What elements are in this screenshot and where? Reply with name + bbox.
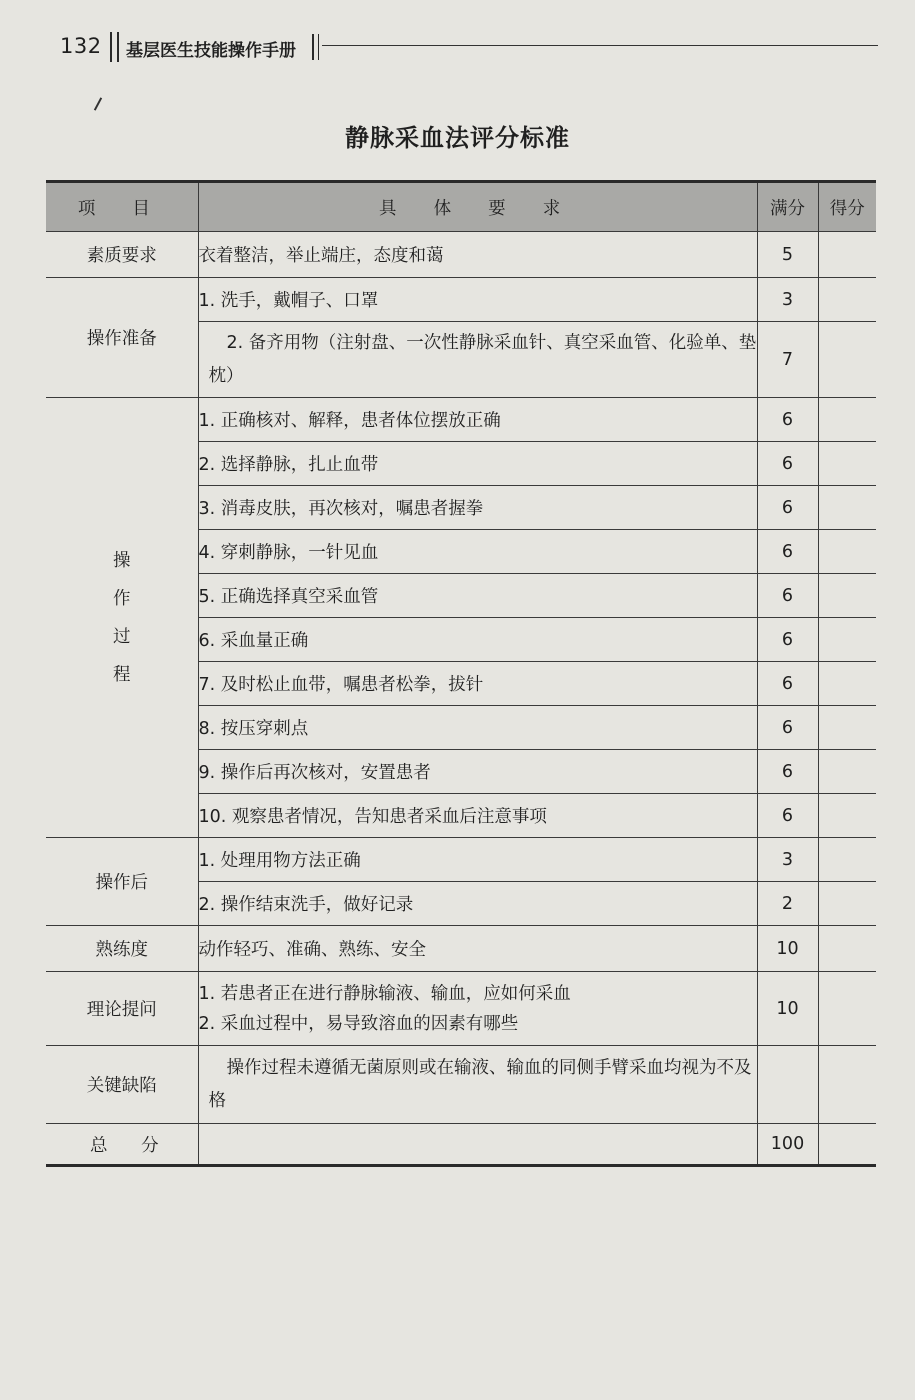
score-cell — [818, 750, 876, 794]
requirement-cell — [198, 972, 757, 1046]
category-char: 作 — [113, 588, 131, 609]
header-item: 项 目 — [46, 182, 198, 232]
category-cell: 素质要求 — [46, 232, 198, 278]
full-score-cell: 3 — [757, 838, 818, 882]
table-row — [46, 972, 876, 1046]
full-score-cell: 6 — [757, 794, 818, 838]
requirement-cell: 2. 备齐用物（注射盘、一次性静脉采血针、真空采血管、化验单、垫枕） — [198, 322, 757, 398]
pen-tick-mark — [94, 97, 102, 110]
requirement-cell: 2. 操作结束洗手，做好记录 — [198, 882, 757, 926]
table-row — [46, 232, 876, 278]
requirement-cell: 3. 消毒皮肤，再次核对，嘱患者握拳 — [198, 486, 757, 530]
total-full-score-cell: 100 — [757, 1124, 818, 1166]
document-title: 静脉采血法评分标准 — [345, 124, 570, 152]
category-cell: 操作后 — [46, 838, 198, 926]
requirement-cell: 1. 洗手，戴帽子、口罩 — [198, 278, 757, 322]
full-score-cell: 6 — [757, 662, 818, 706]
full-score-cell: 6 — [757, 750, 818, 794]
category-cell: 理论提问 — [46, 972, 198, 1046]
score-cell — [818, 398, 876, 442]
full-score-cell: 6 — [757, 574, 818, 618]
question-line: 2. 采血过程中，易导致溶血的因素有哪些 — [198, 1013, 519, 1034]
requirement-cell: 8. 按压穿刺点 — [198, 706, 757, 750]
table-row — [46, 926, 876, 972]
score-cell — [818, 442, 876, 486]
score-cell — [818, 1046, 876, 1124]
score-cell — [818, 794, 876, 838]
full-score-cell: 6 — [757, 530, 818, 574]
requirement-cell: 5. 正确选择真空采血管 — [198, 574, 757, 618]
book-title: 基层医生技能操作手册 — [126, 41, 296, 61]
table-row — [46, 278, 876, 322]
table-row-total — [46, 1124, 876, 1166]
full-score-cell: 2 — [757, 882, 818, 926]
requirement-cell: 10. 观察患者情况，告知患者采血后注意事项 — [198, 794, 757, 838]
requirement-cell: 2. 选择静脉，扎止血带 — [198, 442, 757, 486]
requirement-cell: 衣着整洁，举止端庄，态度和蔼 — [198, 232, 757, 278]
table-row — [46, 838, 876, 882]
score-cell — [818, 232, 876, 278]
full-score-cell: 5 — [757, 232, 818, 278]
full-score-cell: 6 — [757, 706, 818, 750]
category-char: 过 — [113, 626, 131, 647]
requirement-cell: 1. 正确核对、解释，患者体位摆放正确 — [198, 398, 757, 442]
full-score-cell: 6 — [757, 618, 818, 662]
header-score: 得分 — [818, 182, 876, 232]
score-cell — [818, 972, 876, 1046]
category-cell: 熟练度 — [46, 926, 198, 972]
requirement-cell: 操作过程未遵循无菌原则或在输液、输血的同侧手臂采血均视为不及格 — [198, 1046, 757, 1124]
scoring-table — [46, 180, 876, 1167]
header-requirement: 具 体 要 求 — [198, 182, 757, 232]
table-row — [46, 1046, 876, 1124]
category-cell-total: 总 分 — [46, 1124, 198, 1166]
score-cell — [818, 486, 876, 530]
requirement-cell: 1. 处理用物方法正确 — [198, 838, 757, 882]
score-cell — [818, 838, 876, 882]
score-cell — [818, 574, 876, 618]
score-cell — [818, 706, 876, 750]
score-cell — [818, 530, 876, 574]
score-cell — [818, 618, 876, 662]
category-cell-operation-process — [46, 398, 198, 838]
requirement-cell — [198, 1124, 757, 1166]
header-divider-bar — [110, 32, 119, 62]
table-header-row — [46, 182, 876, 232]
header-divider-bar-right — [312, 34, 319, 60]
score-cell — [818, 278, 876, 322]
requirement-cell: 7. 及时松止血带，嘱患者松拳，拔针 — [198, 662, 757, 706]
question-line: 1. 若患者正在进行静脉输液、输血，应如何采血 — [198, 983, 571, 1004]
category-char: 程 — [113, 664, 131, 685]
requirement-cell: 动作轻巧、准确、熟练、安全 — [198, 926, 757, 972]
header-rule — [322, 45, 878, 46]
score-cell — [818, 1124, 876, 1166]
category-cell: 操作准备 — [46, 278, 198, 398]
page-number: 132 — [60, 34, 102, 58]
score-cell — [818, 662, 876, 706]
score-cell — [818, 882, 876, 926]
full-score-cell: 7 — [757, 322, 818, 398]
requirement-cell: 9. 操作后再次核对，安置患者 — [198, 750, 757, 794]
full-score-cell: 6 — [757, 398, 818, 442]
score-cell — [818, 322, 876, 398]
full-score-cell: 6 — [757, 442, 818, 486]
category-cell: 关键缺陷 — [46, 1046, 198, 1124]
page-header — [48, 30, 878, 64]
category-char: 操 — [113, 550, 131, 571]
full-score-cell: 6 — [757, 486, 818, 530]
full-score-cell — [757, 1046, 818, 1124]
header-full-score: 满分 — [757, 182, 818, 232]
requirement-cell: 4. 穿刺静脉，一针见血 — [198, 530, 757, 574]
full-score-cell: 10 — [757, 972, 818, 1046]
requirement-cell: 6. 采血量正确 — [198, 618, 757, 662]
table-row — [46, 398, 876, 442]
score-cell — [818, 926, 876, 972]
full-score-cell: 3 — [757, 278, 818, 322]
full-score-cell: 10 — [757, 926, 818, 972]
